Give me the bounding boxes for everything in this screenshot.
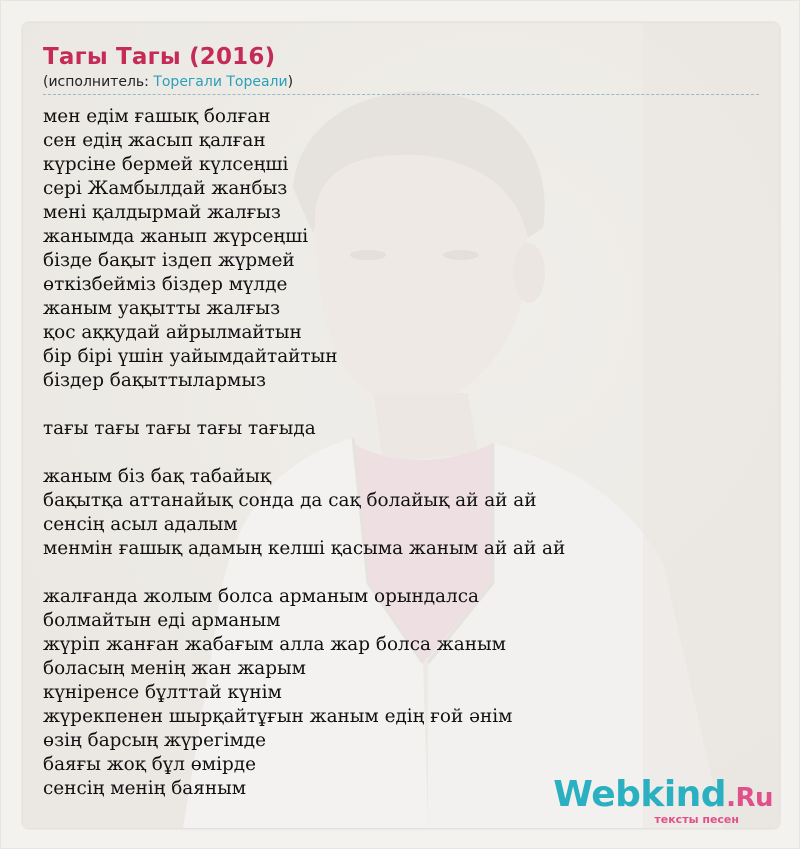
lyric-line: жаным біз бақ табайық — [43, 466, 271, 487]
lyric-line: баяғы жоқ бұл өмірде — [43, 754, 256, 775]
logo-wordmark — [553, 776, 773, 817]
lyric-line: өткізбейміз біздер мүлде — [43, 274, 288, 295]
artist-line — [43, 72, 759, 95]
lyric-blank-line — [43, 393, 759, 417]
lyric-line: жүріп жанған жабағым алла жар болса жаным — [43, 634, 506, 655]
lyric-line: серi Жамбылдай жанбыз — [43, 178, 288, 199]
lyric-line: мен едім ғашық болған — [43, 106, 271, 127]
lyric-line: өзің барсың жүрегімде — [43, 730, 266, 751]
lyric-line: болмайтын еді арманым — [43, 610, 281, 631]
lyric-line: күніренсе бұлттай күнім — [43, 682, 282, 703]
lyrics-text — [43, 105, 759, 801]
lyric-line: тағы тағы тағы тағы тағыда — [43, 418, 316, 439]
lyric-line: бізде бақыт іздеп жүрмей — [43, 250, 295, 271]
lyric-line: күрсіне бермей күлсеңші — [43, 154, 289, 175]
lyric-blank-line — [43, 561, 759, 585]
lyric-line: жүрекпенен шырқайтұғын жаным едің ғой әнім — [43, 706, 513, 727]
logo-tld: .Ru — [726, 783, 773, 813]
artist-prefix: (исполнитель: — [43, 74, 154, 90]
song-title: Тагы Тагы (2016) — [43, 44, 276, 70]
webkind-logo[interactable] — [553, 776, 773, 826]
lyrics-content — [43, 43, 759, 801]
lyric-line: бақытқа аттанайық сонда да сақ болайық ай ай ай — [43, 490, 537, 511]
lyric-line: қос аққудай айрылмайтын — [43, 322, 302, 343]
logo-tagline: тексты песен — [654, 813, 739, 826]
logo-name: Webkind — [553, 774, 727, 815]
lyric-line: біздер бақыттылармыз — [43, 370, 267, 391]
lyric-line: мені қалдырмай жалғыз — [43, 202, 281, 223]
lyric-line: сен едің жасып қалған — [43, 130, 266, 151]
lyric-line: сенсің асыл адалым — [43, 514, 238, 535]
artist-link[interactable]: Торегали Тореали — [153, 74, 288, 90]
lyric-line: боласың менің жан жарым — [43, 658, 306, 679]
lyric-line: бір бірі үшін уайымдайтайтын — [43, 346, 338, 367]
lyrics-card — [23, 23, 779, 828]
artist-suffix: ) — [287, 74, 294, 90]
lyric-blank-line — [43, 441, 759, 465]
lyric-line: менмін ғашық адамың келші қасыма жаным ай ай ай — [43, 538, 566, 559]
lyric-line: жаным уақытты жалғыз — [43, 298, 281, 319]
lyric-line: сенсің менің баяным — [43, 778, 247, 799]
lyric-line: жанымда жанып жүрсеңші — [43, 226, 309, 247]
lyric-line: жалғанда жолым болса арманым орындалса — [43, 586, 479, 607]
